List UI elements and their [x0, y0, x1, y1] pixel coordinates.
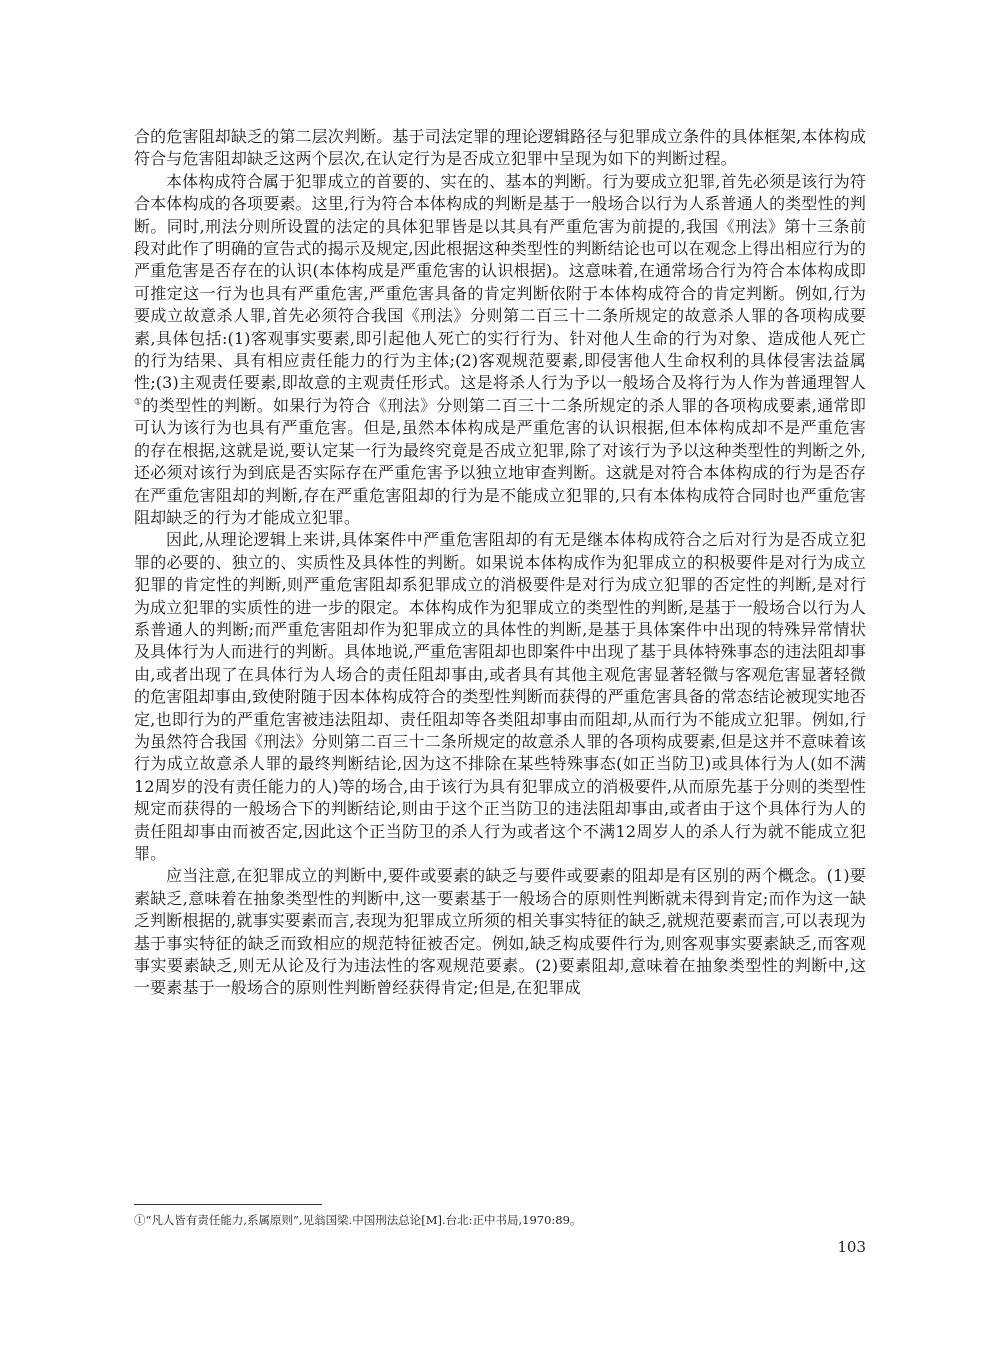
footnote: ①“凡人皆有责任能力,系属原则”,见翁国梁.中国刑法总论[M].台北:正中书局,1970:89。 [134, 1213, 582, 1227]
paragraph-2-part-1: 本体构成符合属于犯罪成立的首要的、实在的、基本的判断。行为要成立犯罪,首先必须是该行为符合本体构成的各项要素。这里,行为符合本体构成的判断是基于一般场合以行为人系普通人的类型性的判断。同时,刑法分则所设置的法定的具体犯罪皆是以其具有严重危害为前提的,我国《刑法》第十三条前段对此作了明确的宣告式的揭示及规定,因此根据这种类型性的判断结论也可以在观念上得出相应行为的严重危害是否存在的认识(本体构成是严重危害的认识根据)。这意味着,在通常场合行为符合本体构成即可推定这一行为也具有严重危害,严重危害具备的肯定判断依附于本体构成符合的肯定判断。例如,行为要成立故意杀人罪,首先必须符合我国《刑法》分则第二百三十二条所规定的故意杀人罪的各项构成要素,具体包括:(1)客观事实要素,即引起他人死亡的实行行为、针对他人生命的行为对象、造成他人死亡的行为结果、具有相应责任能力的行为主体;(2)客观规范要素,即侵害他人生命权利的具体侵害法益属性;(3)主观责任要素,即故意的主观责任形式。这是将杀人行为予以一般场合及将行为人作为普通理智人 [134, 171, 866, 393]
footnote-reference-mark[interactable]: ① [134, 397, 143, 408]
body-text [134, 126, 866, 1000]
page-number: 103 [837, 1238, 866, 1256]
paragraph-2 [134, 171, 866, 530]
paragraph-4: 应当注意,在犯罪成立的判断中,要件或要素的缺乏与要件或要素的阻却是有区别的两个概念。(1)要素缺乏,意味着在抽象类型性的判断中,这一要素基于一般场合的原则性判断就未得到肯定;而作为这一缺乏判断根据的,就事实要素而言,表现为犯罪成立所须的相关事实特征的缺乏,就规范要素而言,可以表现为基于事实特征的缺乏而致相应的规范特征被否定。例如,缺乏构成要件行为,则客观事实要素缺乏,而客观事实要素缺乏,则无从论及行为违法性的客观规范要素。(2)要素阻却,意味着在抽象类型性的判断中,这一要素基于一般场合的原则性判断曾经获得肯定;但是,在犯罪成 [134, 866, 866, 998]
footnote-divider [134, 1204, 322, 1205]
paragraph-3: 因此,从理论逻辑上来讲,具体案件中严重危害阻却的有无是继本体构成符合之后对行为是否成立犯罪的必要的、独立的、实质性及具体性的判断。如果说本体构成作为犯罪成立的积极要件是对行为成立犯罪的肯定性的判断,则严重危害阻却系犯罪成立的消极要件是对行为成立犯罪的否定性的判断,是对行为成立犯罪的实质性的进一步的限定。本体构成作为犯罪成立的类型性的判断,是基于一般场合以行为人系普通人的判断;而严重危害阻却作为犯罪成立的具体性的判断,是基于具体案件中出现的特殊异常情状及具体行为人而进行的判断。具体地说,严重危害阻却也即案件中出现了基于具体特殊事态的违法阻却事由,或者出现了在具体行为人场合的责任阻却事由,或者具有其他主观危害显著轻微与客观危害显著轻微的危害阻却事由,致使附随于因本体构成符合的类型性判断而获得的严重危害具备的常态结论被现实地否定,也即行为的严重危害被违法阻却、责任阻却等各类阻却事由而阻却,从而行为不能成立犯罪。例如,行为虽然符合我国《刑法》分则第二百三十二条所规定的故意杀人罪的各项构成要素,但是这并不意味着该行为成立故意杀人罪的最终判断结论,因为这不排除在某些特殊事态(如正当防卫)或具体行为人(如不满12周岁的没有责任能力的人)等的场合,由于该行为具有犯罪成立的消极要件,从而原先基于分则的类型性规定而获得的一般场合下的判断结论,则由于这个正当防卫的违法阻却事由,或者由于这个具体行为人的责任阻却事由而被否定,因此这个正当防卫的杀人行为或者这个不满12周岁人的杀人行为就不能成立犯罪。 [134, 530, 866, 863]
paragraph-2-part-2: 的类型性的判断。如果行为符合《刑法》分则第二百三十二条所规定的杀人罪的各项构成要素,通常即可认为该行为也具有严重危害。但是,虽然本体构成是严重危害的认识根据,但本体构成却不是严重危害的存在根据,这就是说,要认定某一行为最终究竟是否成立犯罪,除了对该行为予以这种类型性的判断之外,还必须对该行为到底是否实际存在严重危害予以独立地审查判断。这就是对符合本体构成的行为是否存在严重危害阻却的判断,存在严重危害阻却的行为是不能成立犯罪的,只有本体构成符合同时也严重危害阻却缺乏的行为才能成立犯罪。 [134, 395, 867, 527]
paragraph-1: 合的危害阻却缺乏的第二层次判断。基于司法定罪的理论逻辑路径与犯罪成立条件的具体框架,本体构成符合与危害阻却缺乏这两个层次,在认定行为是否成立犯罪中呈现为如下的判断过程。 [134, 127, 866, 169]
